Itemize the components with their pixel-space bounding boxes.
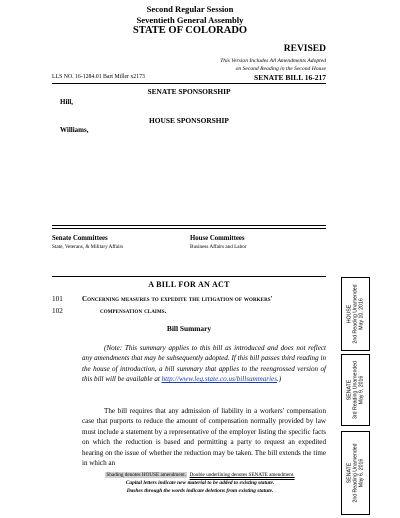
line-number: 102 [52,307,63,315]
bill-title-line: Concerning measures to expedite the litigation of workers' [82,295,273,303]
line-number: 101 [52,295,63,303]
bill-title-rule [52,276,326,277]
revised-label: REVISED [283,44,326,54]
senate-sponsor: Hill, [60,98,74,106]
senate-amendment-legend: Double underlining denotes SENATE amendment. [189,472,295,478]
senate-third-reading-stamp: SENATE 3rd Reading Unamended May 9, 2016 [341,354,370,426]
amendment-legend [0,472,400,478]
sponsorship-rule-bottom [52,228,326,229]
house-reading-stamp: HOUSE 2nd Reading Unamended May 10, 2016 [341,277,370,351]
house-sponsor: Williams, [60,126,89,134]
bill-summary-heading: Bill Summary [166,324,212,333]
senate-committees-heading: Senate Committees [52,235,108,242]
revision-note-line1: This Version Includes All Amendments Adopted [220,58,326,64]
assembly-title: Seventieth General Assembly [136,15,244,25]
senate-sponsorship-heading: SENATE SPONSORSHIP [147,87,231,96]
bill-title-line: compensation claims. [100,307,167,315]
lls-number: LLS NO. 16-1284.01 Bart Miller x2173 [52,74,145,80]
house-amendment-legend: Shading denotes HOUSE amendment. [106,472,186,478]
revision-note-line2: on Second Reading in the Second House [235,66,326,72]
summary-body: The bill requires that any admission of liability in a workers' compensation case that purports to reduce the amount of compensation normally provided by law must include a statement by a representative of the employer listing the specific facts on which the reduction is based and permitting a party to request an expedited hearing on the issue of whether the reduction may be taken. The bill extends the time in which an [82,407,326,468]
summary-note: (Note: This summary applies to this bill as introduced and does not reflect any amendments that may be subsequently adopted. If this bill passes third reading in the house of introduction, a bill summary that applies to the reengrossed version of this bill will be available at http://www.leg.state.co.us/billsummaries.) [82,344,326,384]
dashes-note: Dashes through the words indicate deletions from existing statute. [126,488,274,494]
session-title: Second Regular Session [146,4,234,14]
bill-summaries-link[interactable]: http://www.leg.state.co.us/billsummaries [161,375,277,384]
capital-letters-note: Capital letters indicate new material to be added to existing statute. [125,480,275,486]
bill-number: SENATE BILL 16-217 [254,73,326,82]
state-title: STATE OF COLORADO [132,25,248,36]
senate-second-reading-stamp: SENATE 2nd Reading Unamended May 6, 2016 [341,431,370,515]
house-sponsorship-heading: HOUSE SPONSORSHIP [149,116,229,125]
house-committee: Business Affairs and Labor [190,244,247,250]
senate-committee: State, Veterans, & Military Affairs [52,244,124,250]
bill-for-an-act-heading: A BILL FOR AN ACT [148,280,230,289]
house-committees-heading: House Committees [190,235,245,242]
header-rule [52,83,326,84]
sponsorship-rule-top [52,225,326,226]
